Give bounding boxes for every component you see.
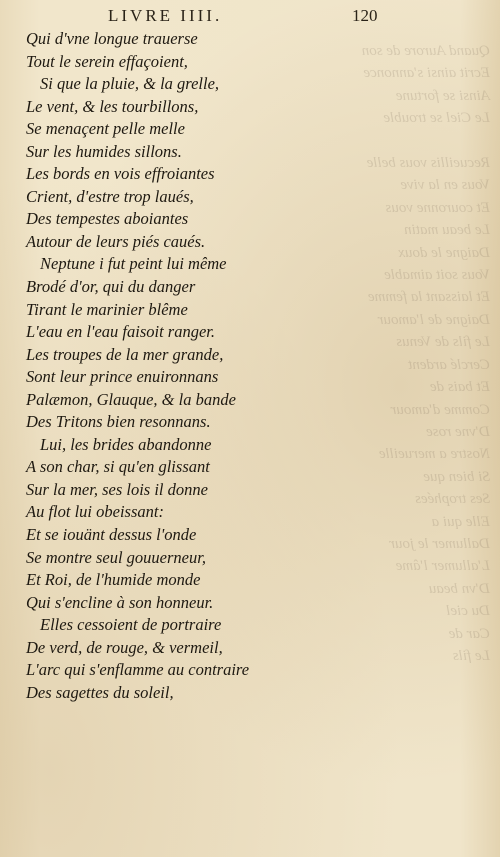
verse-line: Se montre seul gouuerneur, bbox=[26, 547, 206, 567]
verse-line: De verd, de rouge, & vermeil, bbox=[26, 637, 223, 657]
verse-line: Les troupes de la mer grande, bbox=[26, 344, 224, 364]
verse-line: Le vent, & les tourbillons, bbox=[26, 96, 199, 116]
verse-line: Palæmon, Glauque, & la bande bbox=[26, 389, 236, 409]
verse-line: Et Roi, de l'humide monde bbox=[26, 570, 201, 590]
verse-line: Sur la mer, ses lois il donne bbox=[26, 479, 208, 499]
verse-line: Sur les humides sillons. bbox=[26, 141, 182, 161]
verse-line: Les bords en vois effroiantes bbox=[26, 164, 215, 184]
verse-line: Et se iouänt dessus l'onde bbox=[26, 525, 197, 545]
poem-text bbox=[26, 28, 406, 704]
verse-line: Sont leur prince enuironnans bbox=[26, 367, 219, 387]
verse-line: Si que la pluie, & la grelle, bbox=[40, 74, 220, 94]
verse-line: Qui d'vne longue trauerse bbox=[26, 29, 198, 48]
verse-line: Des Tritons bien resonnans. bbox=[26, 412, 211, 432]
verse-line: Brodé d'or, qui du danger bbox=[26, 277, 196, 297]
verse-line: Lui, les brides abandonne bbox=[40, 434, 212, 454]
verse-line: Crient, d'estre trop laués, bbox=[26, 186, 194, 206]
verse-line: Des sagettes du soleil, bbox=[26, 682, 174, 702]
verse-line: L'arc qui s'enflamme au contraire bbox=[26, 660, 250, 680]
verse-line: Se menaçent pelle melle bbox=[26, 119, 185, 139]
verse-line: Neptune i fut peint lui même bbox=[40, 254, 227, 274]
verse-line: Des tempestes aboiantes bbox=[26, 209, 189, 229]
running-title: LIVRE IIII. bbox=[108, 6, 223, 25]
verse-line: A son char, si qu'en glissant bbox=[26, 457, 210, 477]
verse-line: Tirant le marinier blême bbox=[26, 299, 188, 319]
page-number: 120 bbox=[352, 6, 378, 25]
verse-line: Elles cessoient de portraire bbox=[40, 615, 222, 635]
verse-line: Tout le serein effaçoient, bbox=[26, 51, 188, 71]
verse-line: Qui s'encline à son honneur. bbox=[26, 592, 214, 612]
verse-line: L'eau en l'eau faisoit ranger. bbox=[26, 322, 216, 342]
verse-line: Au flot lui obeissant: bbox=[26, 502, 164, 522]
verse-line: Autour de leurs piés caués. bbox=[26, 231, 206, 251]
show-through-text: Quand Aurore de son Ecrit ainsi s'annonce Ainsi se fortune Le Ciel se trouble Recueillis vous belle Vous en la vive Et couronne vous Le beau matin Daigne le doux Vous soit aimable Et laissant la femme Daigne de l'amour Le fils de Venus Cerclé ardent Et bais de Comme d'amour D'vne rose Nostre a merueille Si bien que Ses trophées Elle qui a Dallumer le jour L'allumer l'âme D'vn beau Du ciel Car de Le fils bbox=[361, 43, 490, 664]
